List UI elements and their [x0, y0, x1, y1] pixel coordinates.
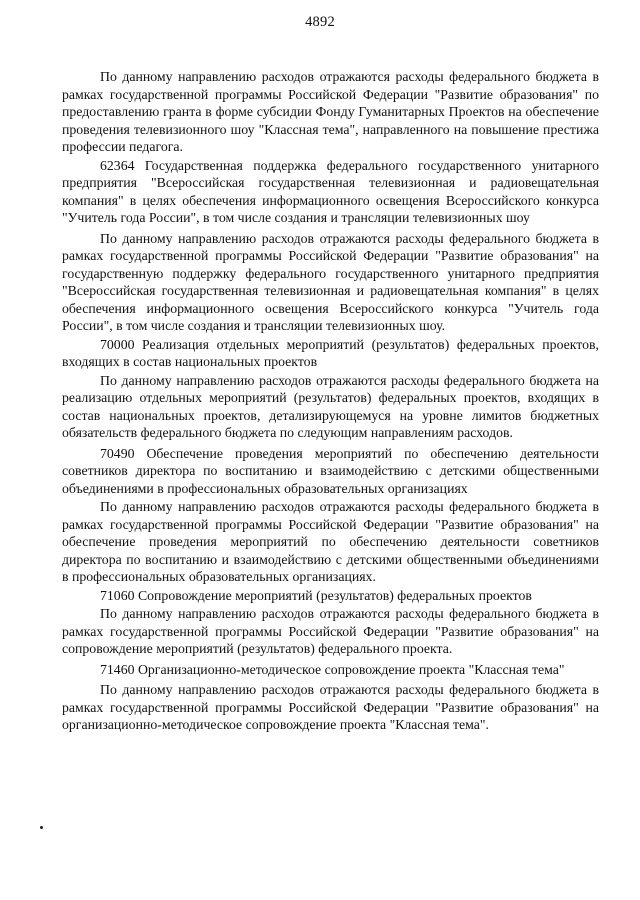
paragraph-70490-description: По данному направлению расходов отражаются расходы федерального бюджета в рамках государственной программы Российской Федерации "Развитие образования" на обеспечение проведения мероприятий по обеспечению деятельности советников директора по воспитанию и взаимодействию с детскими общественными объединениями в профессиональных образовательных организациях. [62, 499, 599, 584]
page-number: 4892 [305, 14, 335, 30]
paragraph-62364-description: По данному направлению расходов отражаются расходы федерального бюджета в рамках государственной программы Российской Федерации "Развитие образования" на государственную поддержку федерального государственного унитарного предприятия "Всероссийская государственная телевизионная и радиовещательная компания" в целях обеспечения информационного освещения Всероссийского конкурса "Учитель года России", в том числе создания и трансляции телевизионных шоу. [62, 230, 599, 333]
paragraph-code-70000: 70000 Реализация отдельных мероприятий (результатов) федеральных проектов, входящих в состав национальных проектов [62, 336, 599, 369]
paragraph-code-71060: 71060 Сопровождение мероприятий (результатов) федеральных проектов [100, 587, 532, 603]
paragraph-grant-description: По данному направлению расходов отражаются расходы федерального бюджета в рамках государственной программы Российской Федерации "Развитие образования" по предоставлению гранта в форме субсидии Фонду Гуманитарных Проектов на обеспечение проведения телевизионного шоу "Классная тема", направленного на повышение престижа профессии педагога. [62, 69, 599, 154]
paragraph-71060-description: По данному направлению расходов отражаются расходы федерального бюджета в рамках государственной программы Российской Федерации "Развитие образования" на сопровождение мероприятий (результатов) федерального проекта. [62, 606, 599, 656]
paragraph-code-62364: 62364 Государственная поддержка федерального государственного унитарного предприятия "Всероссийская государственная телевизионная и радиовещательная компания" в целях обеспечения информационного освещения Всероссийского конкурса "Учитель года России", в том числе создания и трансляции телевизионных шоу [62, 157, 599, 225]
paragraph-code-71460: 71460 Организационно-методическое сопровождение проекта "Классная тема" [100, 661, 565, 677]
document-body [62, 68, 599, 734]
paragraph-70000-description: По данному направлению расходов отражаются расходы федерального бюджета на реализацию отдельных мероприятий (результатов) федеральных проектов, входящих в состав национальных проектов, детализирующемуся на уровне лимитов бюджетных обязательств федерального бюджета по следующим направлениям расходов. [62, 372, 599, 440]
scan-speck [40, 826, 43, 829]
paragraph-code-70490: 70490 Обеспечение проведения мероприятий по обеспечению деятельности советников директора по воспитанию и взаимодействию с детскими общественными объединениями в профессиональных образовательных организациях [62, 445, 599, 496]
paragraph-71460-description: По данному направлению расходов отражаются расходы федерального бюджета в рамках государственной программы Российской Федерации "Развитие образования" на организационно-методическое сопровождение проекта "Классная тема". [62, 682, 599, 732]
